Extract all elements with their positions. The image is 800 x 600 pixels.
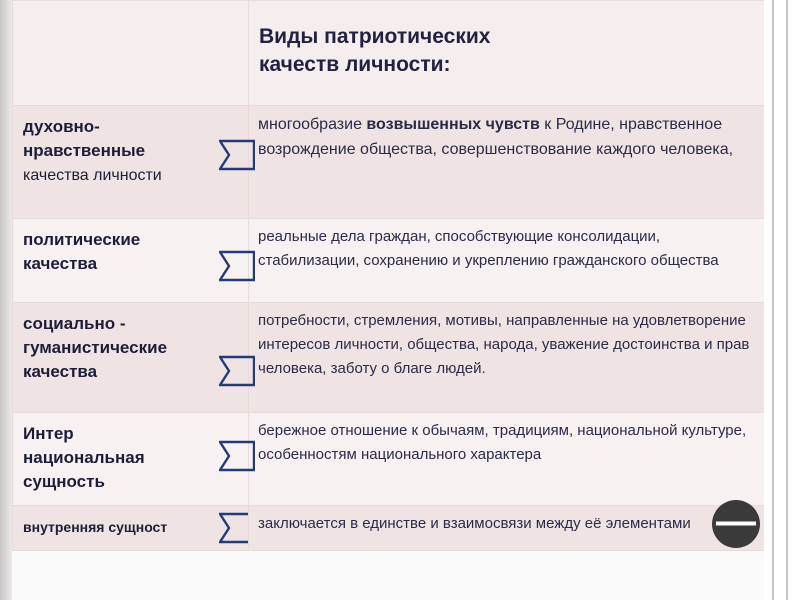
quality-label [13, 506, 248, 539]
quality-name: социально - гуманистические качества [23, 314, 168, 381]
bracket-arrow-icon [219, 512, 249, 544]
quality-description [249, 106, 764, 162]
quality-label [13, 303, 223, 384]
header-title-cell [249, 1, 765, 106]
quality-subname: качества личности [23, 167, 162, 184]
quality-cell [13, 219, 249, 303]
table-row [13, 506, 765, 551]
table-row [13, 106, 765, 219]
quality-name: духовно-нравственные [23, 117, 146, 160]
bracket-arrow-icon [219, 440, 255, 472]
description-text-start: многообразие [258, 116, 367, 133]
description-cell [249, 106, 765, 219]
quality-cell [13, 303, 249, 413]
patriotic-qualities-table-container [12, 0, 764, 580]
description-cell [249, 506, 765, 551]
quality-description: реальные дела граждан, способствующие консолидации, стабилизации, сохранению и укреплению гражданского общества [258, 228, 719, 269]
header-row [13, 1, 765, 106]
quality-cell [13, 413, 249, 506]
table-row [13, 303, 765, 413]
quality-label [13, 219, 193, 276]
bracket-arrow-icon [219, 139, 255, 171]
frame-stripe [772, 0, 774, 600]
slide-navigation-icon[interactable] [710, 498, 762, 550]
quality-name: политические качества [23, 230, 141, 273]
quality-label [13, 106, 193, 188]
quality-name: Интер национальная сущность [23, 424, 145, 491]
table-title [249, 1, 764, 79]
description-text-end: к Родине, нравственное возрождение общества, совершенствование каждого человека, [258, 116, 734, 158]
quality-description: потребности, стремления, мотивы, направленные на удовлетворение интересов личности, общества, народа, уважение достоинства и прав человека, заботу о благе людей. [258, 312, 750, 377]
quality-cell [13, 106, 249, 219]
description-cell [249, 413, 765, 506]
title-line-1: Виды патриотических [259, 25, 491, 48]
description-cell [249, 219, 765, 303]
frame-stripe [786, 0, 788, 600]
table-row [13, 413, 765, 506]
bracket-arrow-icon [219, 250, 255, 282]
left-frame-border [0, 0, 12, 600]
title-line-2: качеств личности: [259, 53, 451, 76]
quality-label [13, 413, 193, 494]
table-row [13, 219, 765, 303]
quality-description: заключается в единстве и взаимосвязи между её элементами [258, 515, 691, 532]
bracket-arrow-icon [219, 355, 255, 387]
quality-cell [13, 506, 249, 551]
quality-description: бережное отношение к обычаям, традициям, национальной культуре, особенностям национального характера [258, 422, 747, 463]
quality-name: внутренняя сущност [23, 519, 168, 535]
description-cell [249, 303, 765, 413]
right-frame-border [764, 0, 800, 600]
patriotic-qualities-table [12, 0, 764, 551]
header-empty-cell [13, 1, 249, 106]
description-highlight: возвышенных чувств [366, 116, 540, 133]
